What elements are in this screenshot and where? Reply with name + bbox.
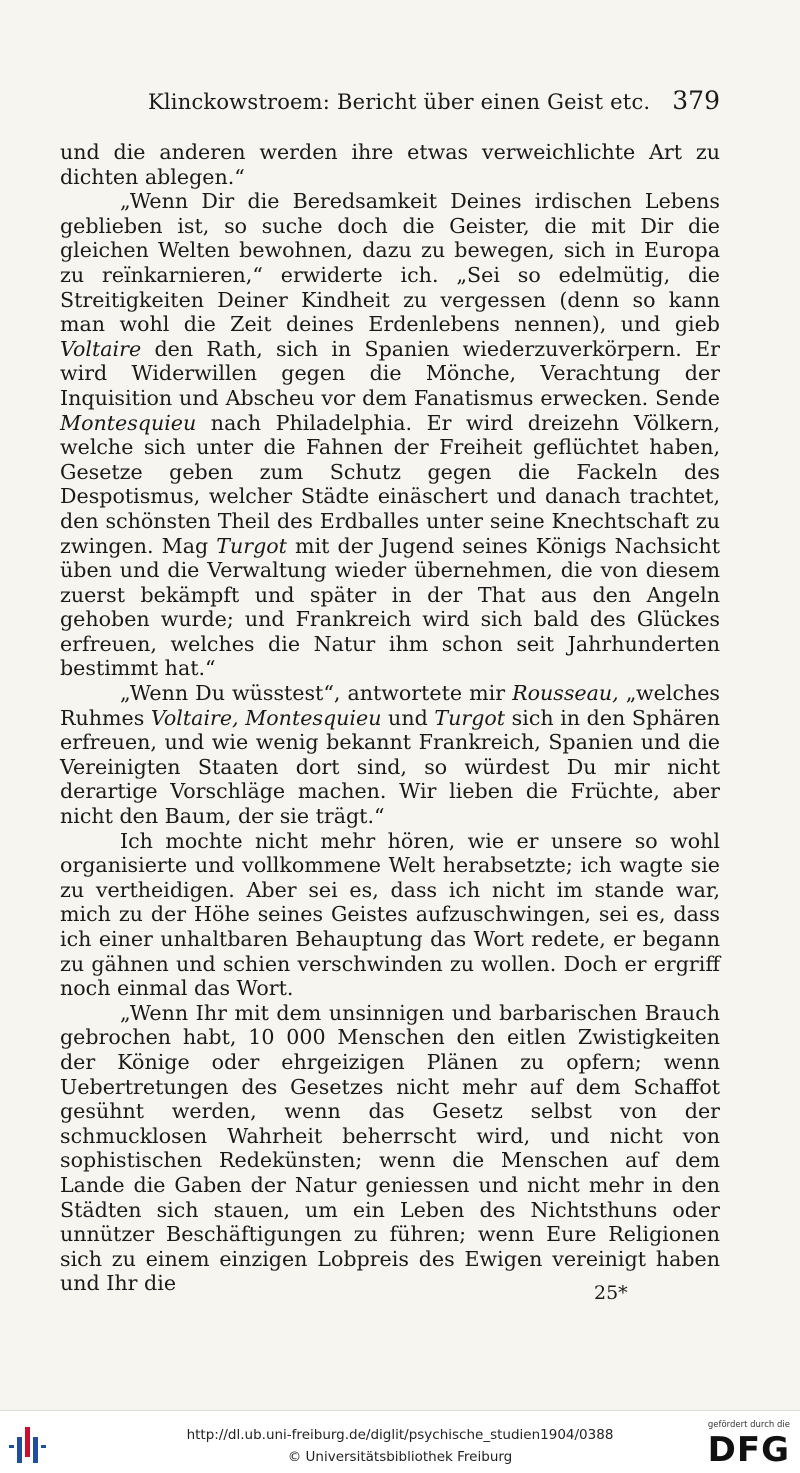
running-head [60,88,720,122]
footer-url[interactable]: http://dl.ub.uni-freiburg.de/diglit/psychische_studien1904/0388 [186,1427,614,1443]
text-run: „Wenn Dir die Beredsamkeit Deines irdischen Lebens geblieben ist, so suche doch die Geister, die mit Dir die gleichen Welten bewohnen, dazu zu bewegen, sich in Europa zu reïnkarnieren,“ erwiderte ich. „Sei so edelmütig, die Streitigkeiten Deiner Kindheit zu vergessen (denn so kann man wohl die Zeit deines Erdenlebens nennen), und gieb [60,189,720,337]
paragraph [60,140,720,189]
text-run: den Rath, sich in Spanien wiederzuverkörpern. Er wird Widerwillen gegen die Mönche, Verachtung der Inquisition und Abscheu vor dem Fanatismus erwecken. Sende [60,336,720,410]
dfg-logo: DFG [707,1430,790,1470]
text-run: „Wenn Ihr mit dem unsinnigen und barbarischen Brauch gebrochen habt, 10 000 Menschen den eitlen Zwistigkeiten der Könige oder ehrgeizigen Plänen zu opfern; wenn Uebertretungen des Gesetzes nicht mehr auf dem Schaffot gesühnt werden, wenn das Gesetz selbst von der schmucklosen Wahrheit beherrscht wird, und nicht von sophistischen Redekünsten; wenn die Menschen auf dem Lande die Gaben der Natur geniessen und nicht mehr in den Städten sich stauen, um ein Leben des Nichtsthuns oder unnützer Beschäftigungen zu führen; wenn Eure Religionen sich zu einem einzigen Lobpreis des Ewigen vereinigt haben und Ihr die [60,1000,720,1296]
running-head-title: Klinckowstroem: Bericht über einen Geist etc. [148,90,651,114]
text-run: und die anderen werden ihre etwas verweichlichte Art zu dichten ablegen.“ [60,140,720,189]
text-run: nach Philadelphia. Er wird dreizehn Völkern, welche sich unter die Fahnen der Freiheit geflüchtet haben, Gesetze geben zum Schutz gegen die Fackeln des Despotismus, welcher Städte einäschert und danach trachtet, den schönsten Theil des Erdballes unter seine Knechtschaft zu zwingen. Mag [60,410,720,558]
paragraph [60,829,720,1001]
text-run: mit der Jugend seines Königs Nachsicht üben und die Verwaltung wieder übernehmen, die von diesem zuerst bekämpft und später in der That aus den Angeln gehoben wurde; und Frankreich wird sich bald des Glückes erfreuen, welches die Natur ihm schon seit Jahrhunderten bestimmt hat.“ [60,533,720,681]
italic-name: Voltaire, Montesquieu [150,705,382,730]
text-run: und [381,705,435,730]
italic-name: Rousseau, [512,681,619,706]
signature-mark: 25* [594,1282,628,1304]
text-run: sich in den Sphären erfreuen, und wie wenig bekannt Frankreich, Spanien und die Vereinigten Staaten dort sind, so würdest Du mir nicht derartige Vorschläge machen. Wir lieben die Früchte, aber nicht den Baum, der sie trägt.“ [60,705,721,829]
text-run: „welches Ruhmes [60,681,721,730]
page-number: 379 [672,86,720,115]
paragraph [60,1001,720,1296]
italic-name: Turgot [434,705,506,730]
footer-copyright: © Universitätsbibliothek Freiburg [287,1449,513,1465]
italic-name: Montesquieu [60,410,197,435]
text-run: „Wenn Du wüsstest“, antwortete mir [120,681,513,706]
text-run: Ich mochte nicht mehr hören, wie er unsere so wohl organisierte und vollkommene Welt herabsetzte; ich wagte sie zu vertheidigen. Aber sei es, dass ich nicht im stande war, mich zu der Höhe seines Geistes aufzuschwingen, sei es, dass ich einer unhaltbaren Behauptung das Wort redete, er begann zu gähnen und schien verschwinden zu wollen. Doch er ergriff noch einmal das Wort. [60,828,720,1001]
paragraph [60,681,720,829]
italic-name: Voltaire [60,336,142,361]
body-text [60,140,720,1296]
paragraph [60,189,720,681]
footer-bar [0,1410,800,1473]
dfg-note: gefördert durch die [707,1420,790,1430]
italic-name: Turgot [216,533,287,558]
